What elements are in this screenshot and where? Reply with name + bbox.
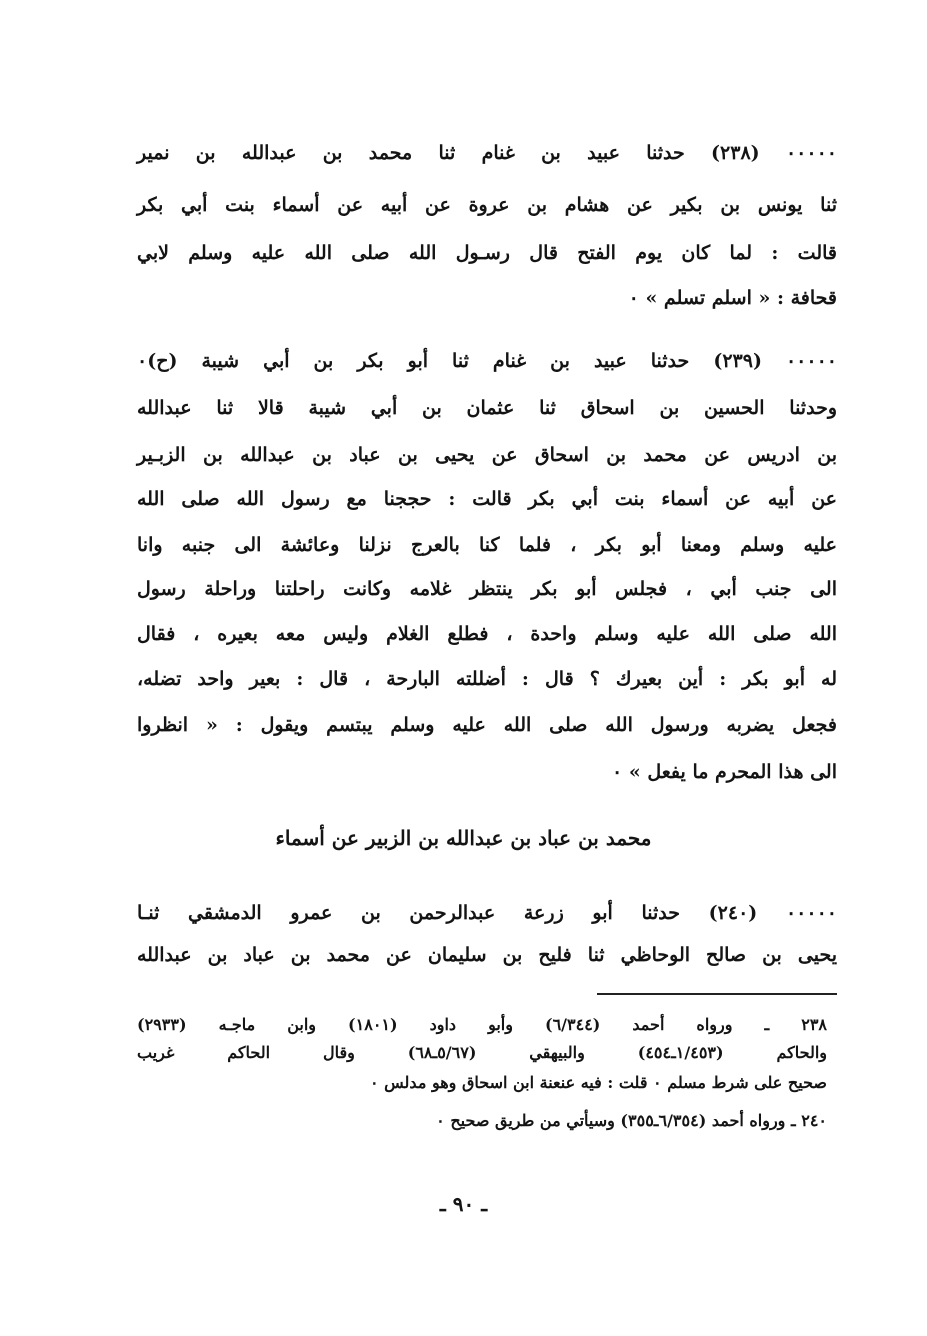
footnote-238-line-2: والحاكم (١/٤٥٣ـ٤٥٤) والبيهقي (٥/٦٧ـ٦٨) وقال الحاكم غريب [137, 1043, 827, 1062]
footnote-238-line-3: صحيح على شرط مسلم ۰ قلت : فيه عنعنة ابن اسحاق وهو مدلس ۰ [369, 1073, 827, 1092]
hadith-240-line-1: ۰۰۰۰۰ (۲٤۰) حدثنا أبو زرعة عبدالرحمن بن عمرو الدمشقي ثنـا [137, 902, 837, 924]
hadith-239-line-4: عن أبيه عن أسماء بنت أبي بكر قالت : حججنا مع رسول الله صلى الله [137, 488, 837, 510]
hadith-239-line-6: الى جنب أبي ، فجلس أبو بكر ينتظر غلامه وكانت راحلتنا وراحلة رسول [137, 578, 837, 600]
footnote-240: ۲٤۰ ـ ورواه أحمد (٦/٣٥٤ـ٣٥٥) وسيأتي من طريق صحيح ۰ [436, 1111, 827, 1130]
hadith-239-line-10: الى هذا المحرم ما يفعل » ۰ [612, 761, 837, 783]
hadith-238-line-1: ۰۰۰۰۰ (۲۳۸) حدثنا عبيد بن غنام ثنا محمد بن عبدالله بن نمير [137, 142, 837, 164]
hadith-240-line-2: يحيى بن صالح الوحاظي ثنا فليح بن سليمان عن محمد بن عباد بن عبدالله [137, 944, 837, 966]
hadith-238-line-3: قالت : لما كان يوم الفتح قال رسـول الله صلى الله عليه وسلم لابي [137, 242, 837, 264]
footnote-238-line-1: ۲۳۸ ـ ورواه أحمد (٦/٣٤٤) وأبو داود (۱۸۰۱) وابن ماجـه (۲۹۳۳) [137, 1015, 827, 1034]
footnote-separator [597, 993, 837, 995]
section-heading: محمد بن عباد بن عبدالله بن الزبير عن أسماء [275, 826, 652, 850]
hadith-238-line-4: قحافة : « اسلم تسلم » ۰ [628, 287, 837, 309]
hadith-239-line-7: الله صلى الله عليه وسلم واحدة ، فطلع الغلام وليس معه بعيره ، فقال [137, 623, 838, 645]
page-number: ـ ۹۰ ـ [439, 1192, 488, 1216]
hadith-239-line-8: له أبو بكر : أين بعيرك ؟ قال : أضللته البارحة ، قال : بعير واحد تضله، [137, 668, 837, 690]
hadith-239-line-2: وحدثنا الحسين بن اسحاق ثنا عثمان بن أبي شيبة قالا ثنا عبدالله [137, 397, 837, 419]
hadith-238-line-2: ثنا يونس بن بكير عن هشام بن عروة عن أبيه عن أسماء بنت أبي بكر [137, 194, 837, 216]
hadith-239-line-5: عليه وسلم ومعنا أبو بكر ، فلما كنا بالعرج نزلنا وعائشة الى جنبه وانا [137, 534, 837, 556]
hadith-239-line-9: فجعل يضربه ورسول الله صلى الله عليه وسلم يبتسم ويقول : « انظروا [137, 714, 837, 736]
hadith-239-line-3: بن ادريس عن محمد بن اسحاق عن يحيى بن عباد بن عبدالله بن الزبـير [137, 444, 837, 466]
hadith-239-line-1: ۰۰۰۰۰ (۲۳۹) حدثنا عبيد بن غنام ثنا أبو بكر بن أبي شيبة (ح)۰ [137, 350, 837, 372]
